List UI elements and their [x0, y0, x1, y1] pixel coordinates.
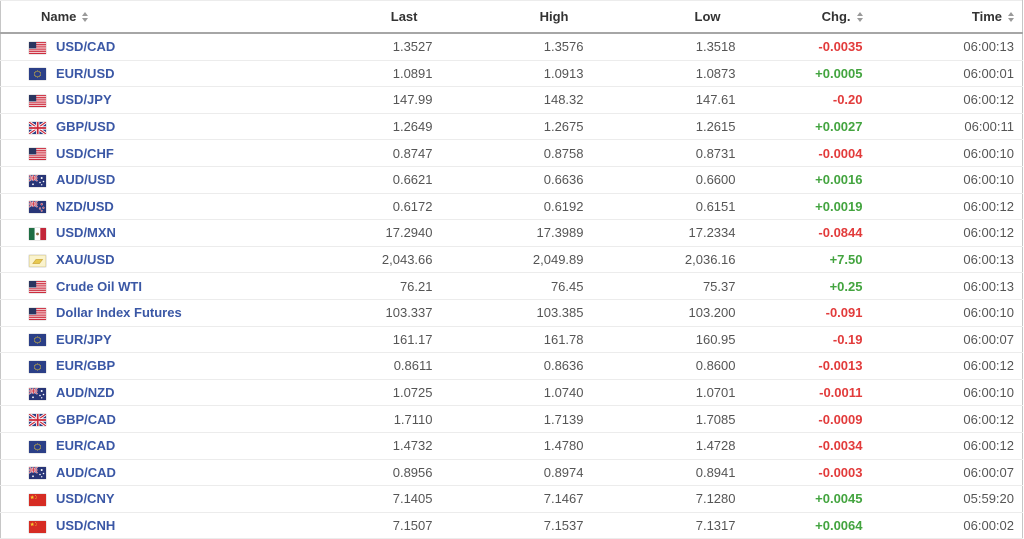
high-cell: 1.4780 — [543, 438, 584, 454]
pair-link[interactable]: AUD/NZD — [56, 385, 115, 401]
pair-link[interactable]: USD/MXN — [56, 225, 116, 241]
high-cell: 2,049.89 — [532, 252, 584, 268]
pair-link[interactable]: EUR/CAD — [56, 438, 116, 454]
high-cell: 103.385 — [536, 305, 584, 321]
pair-name-cell — [1, 246, 261, 273]
last-cell: 0.8747 — [392, 145, 433, 161]
pair-link[interactable]: NZD/USD — [56, 198, 114, 214]
table-row — [1, 299, 1023, 326]
pair-link[interactable]: EUR/JPY — [56, 331, 112, 347]
low-cell: 7.1317 — [695, 517, 736, 533]
high-cell: 1.0740 — [543, 385, 584, 401]
pair-link[interactable]: GBP/USD — [56, 119, 116, 135]
table-row — [1, 140, 1023, 167]
pair-name-cell — [1, 113, 261, 140]
high-cell: 17.3989 — [536, 225, 584, 241]
high-cell: 148.32 — [543, 92, 584, 108]
sort-arrows-icon — [857, 12, 863, 22]
last-cell: 1.3527 — [392, 39, 433, 55]
table-row — [1, 406, 1023, 433]
au-flag-icon — [29, 388, 46, 400]
cn-flag-icon — [29, 521, 46, 533]
change-cell: -0.19 — [832, 331, 863, 347]
change-cell: -0.0009 — [818, 411, 863, 427]
low-cell: 1.0873 — [695, 65, 736, 81]
low-cell: 0.6600 — [695, 172, 736, 188]
table-header — [1, 1, 1023, 34]
column-label: Last — [390, 9, 418, 24]
pair-name-cell — [1, 512, 261, 539]
column-label: High — [539, 9, 569, 24]
change-cell: -0.0034 — [818, 438, 863, 454]
column-header-low — [584, 1, 736, 34]
pair-name-cell — [1, 353, 261, 380]
au-flag-icon — [29, 467, 46, 479]
us-flag-icon — [29, 95, 46, 107]
eu-flag-icon — [29, 361, 46, 373]
us-flag-icon — [29, 281, 46, 293]
last-cell: 17.2940 — [385, 225, 433, 241]
last-cell: 1.4732 — [392, 438, 433, 454]
table-row — [1, 220, 1023, 247]
last-cell: 76.21 — [399, 278, 433, 294]
pair-name-cell — [1, 273, 261, 300]
pair-name-cell — [1, 87, 261, 114]
pair-name-cell — [1, 60, 261, 87]
time-cell: 06:00:13 — [963, 252, 1014, 268]
change-cell: +0.0027 — [815, 119, 863, 135]
column-label: Chg. — [821, 9, 851, 24]
low-cell: 1.2615 — [695, 119, 736, 135]
low-cell: 0.6151 — [695, 198, 736, 214]
high-cell: 7.1467 — [543, 491, 584, 507]
change-cell: +0.0016 — [815, 172, 863, 188]
change-cell: -0.0011 — [819, 385, 863, 401]
table-row — [1, 87, 1023, 114]
time-cell: 06:00:12 — [963, 438, 1014, 454]
low-cell: 160.95 — [695, 331, 736, 347]
change-cell: -0.20 — [832, 92, 863, 108]
time-cell: 05:59:20 — [963, 491, 1014, 507]
pair-link[interactable]: USD/CNH — [56, 517, 116, 533]
us-flag-icon — [29, 42, 46, 54]
column-header-high — [433, 1, 584, 34]
low-cell: 103.200 — [688, 305, 736, 321]
pair-link[interactable]: AUD/USD — [56, 172, 116, 188]
table-row — [1, 432, 1023, 459]
low-cell: 0.8600 — [695, 358, 736, 374]
time-cell: 06:00:13 — [963, 278, 1014, 294]
cn-flag-icon — [29, 494, 46, 506]
high-cell: 0.6192 — [543, 198, 584, 214]
low-cell: 75.37 — [702, 278, 736, 294]
change-cell: -0.0003 — [818, 464, 863, 480]
pair-link[interactable]: USD/CAD — [56, 39, 116, 55]
column-label: Time — [971, 9, 1002, 24]
eu-flag-icon — [29, 68, 46, 80]
high-cell: 161.78 — [543, 331, 584, 347]
high-cell: 0.8636 — [543, 358, 584, 374]
gb-flag-icon — [29, 414, 46, 426]
change-cell: +7.50 — [829, 252, 863, 268]
last-cell: 103.337 — [385, 305, 433, 321]
last-cell: 147.99 — [392, 92, 433, 108]
table-row — [1, 326, 1023, 353]
eu-flag-icon — [29, 441, 46, 453]
table-row — [1, 60, 1023, 87]
time-cell: 06:00:12 — [963, 198, 1014, 214]
pair-name-cell — [1, 166, 261, 193]
last-cell: 7.1405 — [392, 491, 433, 507]
us-flag-icon — [29, 308, 46, 320]
last-cell: 1.0891 — [392, 65, 433, 81]
us-flag-icon — [29, 148, 46, 160]
column-label: Name — [41, 9, 77, 24]
table-row — [1, 273, 1023, 300]
pair-name-cell — [1, 406, 261, 433]
last-cell: 7.1507 — [392, 517, 433, 533]
time-cell: 06:00:07 — [963, 464, 1014, 480]
change-cell: -0.0004 — [818, 145, 863, 161]
pair-link[interactable]: Dollar Index Futures — [56, 305, 182, 321]
last-cell: 2,043.66 — [381, 252, 433, 268]
change-cell: +0.25 — [829, 278, 863, 294]
pair-name-cell — [1, 486, 261, 513]
high-cell: 0.8974 — [543, 464, 584, 480]
time-cell: 06:00:10 — [963, 385, 1014, 401]
column-header-last — [261, 1, 433, 34]
time-cell: 06:00:12 — [963, 411, 1014, 427]
pair-link[interactable]: GBP/CAD — [56, 411, 116, 427]
low-cell: 17.2334 — [688, 225, 736, 241]
high-cell: 1.2675 — [543, 119, 584, 135]
pair-name-cell — [1, 220, 261, 247]
high-cell: 0.8758 — [543, 145, 584, 161]
column-header-chg[interactable] — [736, 1, 863, 34]
time-cell: 06:00:02 — [963, 517, 1014, 533]
pair-link[interactable]: EUR/USD — [56, 65, 115, 81]
table-row — [1, 486, 1023, 513]
pair-link[interactable]: XAU/USD — [56, 252, 115, 268]
low-cell: 0.8731 — [695, 145, 736, 161]
time-cell: 06:00:07 — [963, 331, 1014, 347]
pair-link[interactable]: Crude Oil WTI — [56, 278, 142, 294]
high-cell: 7.1537 — [543, 517, 584, 533]
column-label: Low — [694, 9, 721, 24]
time-cell: 06:00:13 — [963, 39, 1014, 55]
column-header-time[interactable] — [863, 1, 1023, 34]
last-cell: 1.2649 — [392, 119, 433, 135]
low-cell: 7.1280 — [695, 491, 736, 507]
change-cell: -0.091 — [825, 305, 863, 321]
low-cell: 147.61 — [695, 92, 736, 108]
high-cell: 1.3576 — [543, 39, 584, 55]
change-cell: +0.0005 — [815, 65, 863, 81]
low-cell: 1.0701 — [695, 385, 736, 401]
time-cell: 06:00:10 — [963, 172, 1014, 188]
pair-link[interactable]: AUD/CAD — [56, 464, 116, 480]
table-row — [1, 246, 1023, 273]
low-cell: 2,036.16 — [684, 252, 736, 268]
time-cell: 06:00:01 — [963, 65, 1014, 81]
pair-name-cell — [1, 33, 261, 60]
sort-arrows-icon — [1008, 12, 1014, 22]
change-cell: -0.0844 — [818, 225, 863, 241]
time-cell: 06:00:12 — [963, 225, 1014, 241]
change-cell: -0.0035 — [818, 39, 863, 55]
last-cell: 161.17 — [392, 331, 433, 347]
table-row — [1, 33, 1023, 60]
mx-flag-icon — [29, 228, 46, 240]
column-header-name[interactable] — [1, 1, 261, 34]
low-cell: 1.4728 — [695, 438, 736, 454]
nz-flag-icon — [29, 201, 46, 213]
table-row — [1, 512, 1023, 539]
high-cell: 0.6636 — [543, 172, 584, 188]
eu-flag-icon — [29, 334, 46, 346]
time-cell: 06:00:12 — [963, 358, 1014, 374]
pair-name-cell — [1, 326, 261, 353]
header-row — [1, 1, 1023, 34]
au-flag-icon — [29, 175, 46, 187]
change-cell: -0.0013 — [818, 358, 863, 374]
pair-name-cell — [1, 193, 261, 220]
last-cell: 1.0725 — [392, 385, 433, 401]
pair-name-cell — [1, 459, 261, 486]
gold-flag-icon — [29, 255, 46, 267]
pair-name-cell — [1, 379, 261, 406]
pair-link[interactable]: USD/JPY — [56, 92, 112, 108]
quotes-table-body — [1, 33, 1023, 539]
gb-flag-icon — [29, 122, 46, 134]
pair-link[interactable]: USD/CNY — [56, 491, 115, 507]
pair-link[interactable]: EUR/GBP — [56, 358, 116, 374]
high-cell: 76.45 — [550, 278, 584, 294]
low-cell: 0.8941 — [695, 464, 736, 480]
table-row — [1, 459, 1023, 486]
time-cell: 06:00:12 — [963, 92, 1014, 108]
table-row — [1, 193, 1023, 220]
low-cell: 1.3518 — [695, 39, 736, 55]
sort-arrows-icon — [82, 12, 88, 22]
last-cell: 0.8956 — [392, 464, 433, 480]
change-cell: +0.0019 — [815, 198, 863, 214]
time-cell: 06:00:11 — [964, 119, 1014, 135]
table-row — [1, 379, 1023, 406]
change-cell: +0.0045 — [815, 491, 863, 507]
pair-link[interactable]: USD/CHF — [56, 145, 114, 161]
table-row — [1, 113, 1023, 140]
low-cell: 1.7085 — [695, 411, 736, 427]
pair-name-cell — [1, 140, 261, 167]
last-cell: 1.7110 — [393, 411, 433, 427]
time-cell: 06:00:10 — [963, 145, 1014, 161]
table-row — [1, 166, 1023, 193]
pair-name-cell — [1, 299, 261, 326]
last-cell: 0.6621 — [392, 172, 433, 188]
high-cell: 1.0913 — [543, 65, 584, 81]
high-cell: 1.7139 — [543, 411, 584, 427]
time-cell: 06:00:10 — [963, 305, 1014, 321]
last-cell: 0.8611 — [393, 358, 433, 374]
last-cell: 0.6172 — [392, 198, 433, 214]
change-cell: +0.0064 — [815, 517, 863, 533]
table-row — [1, 353, 1023, 380]
pair-name-cell — [1, 432, 261, 459]
